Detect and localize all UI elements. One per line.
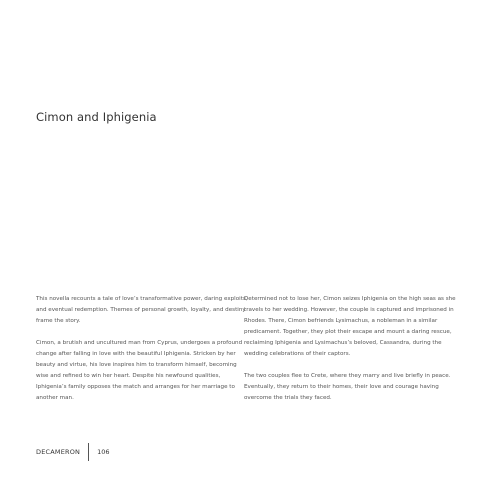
page-number: 106 <box>97 448 110 456</box>
body-paragraph: This novella recounts a tale of love’s transformative power, daring exploits, and eventual redemption. Themes of personal growth, loyalty, and destiny frame the story. <box>36 296 248 324</box>
page-footer <box>36 443 110 461</box>
text-column-left <box>36 294 250 404</box>
running-head: DECAMERON <box>36 448 81 456</box>
body-paragraph: Cimon, a brutish and uncultured man from Cyprus, undergoes a profound change after falling in love with the beautiful Iphigenia. Stricken by her beauty and virtue, his love inspires him to transform himself, becoming wise and refined to win her heart. Despite his newfound qualities, Iphigenia’s family opposes the match and arranges for her marriage to another man. <box>36 340 243 401</box>
chapter-title: Cimon and Iphigenia <box>36 110 157 124</box>
footer-divider <box>88 443 89 461</box>
text-column-right <box>244 294 458 404</box>
body-paragraph: The two couples flee to Crete, where they marry and live briefly in peace. Eventually, they return to their homes, their love and courage having overcome the trials they faced. <box>244 373 451 401</box>
body-paragraph: Determined not to lose her, Cimon seizes Iphigenia on the high seas as she travels to her wedding. However, the couple is captured and imprisoned in Rhodes. There, Cimon befriends Lysimachus, a nobleman in a similar predicament. Together, they plot their escape and mount a daring rescue, reclaiming Iphigenia and Lysimachus’s beloved, Cassandra, during the wedding celebrations of their captors. <box>244 296 456 357</box>
